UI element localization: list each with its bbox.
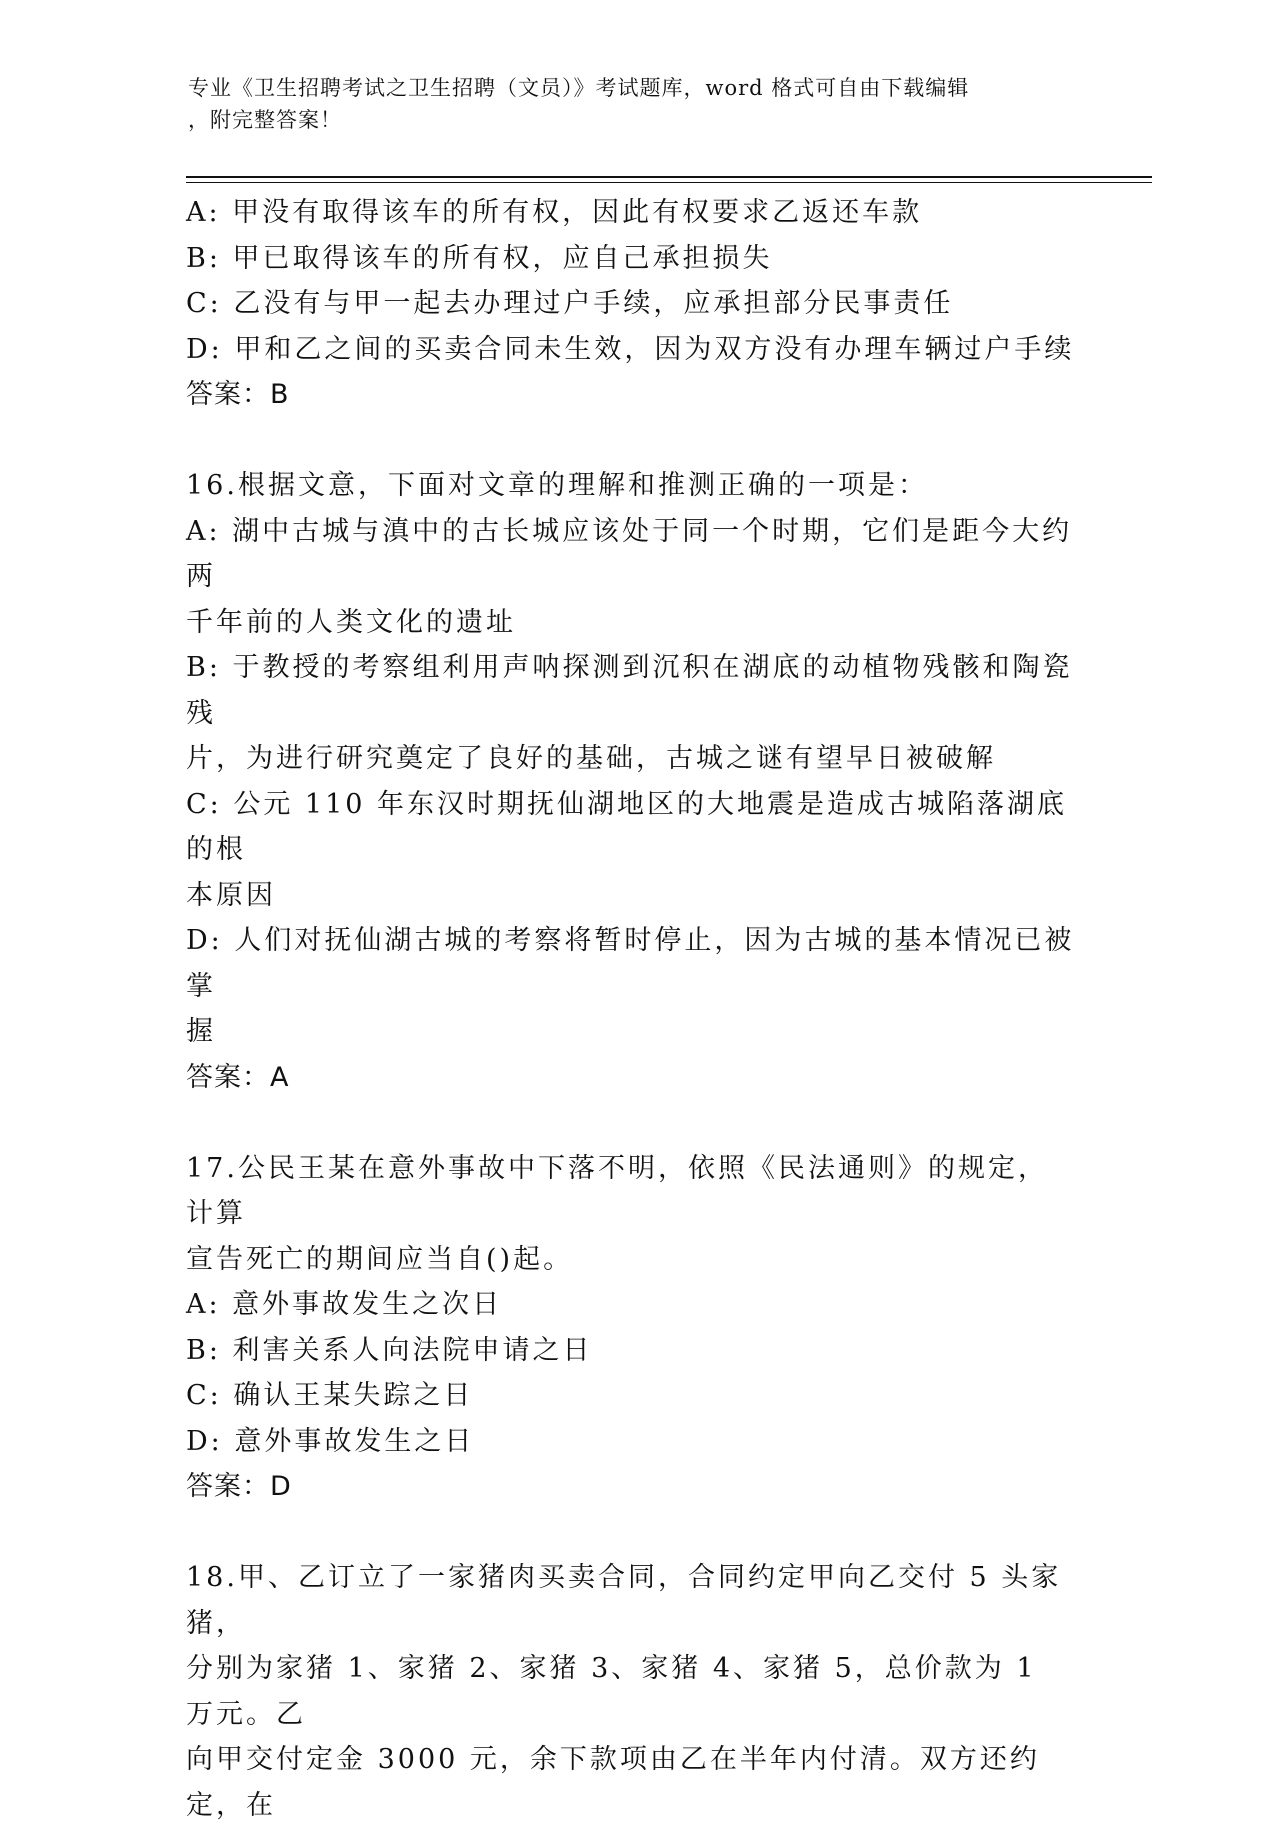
- header-rule-thin: [186, 182, 1152, 183]
- option-d: D: 甲和乙之间的买卖合同未生效，因为双方没有办理车辆过户手续: [186, 333, 1075, 365]
- question-17: [186, 1146, 1076, 1510]
- option-a-line-1: A: 湖中古城与滇中的古长城应该处于同一个时期，它们是距今大约两: [186, 515, 1073, 592]
- question-stem-line-3: 向甲交付定金 3000 元，余下款项由乙在半年内付清。双方还约定，在: [186, 1744, 1040, 1821]
- question-18: [186, 1555, 1076, 1828]
- question-stem: 16.根据文意，下面对文章的理解和推测正确的一项是：: [186, 470, 928, 501]
- question-content: [186, 190, 1076, 1828]
- question-stem-line-1: 18.甲、乙订立了一家猪肉买卖合同，合同约定甲向乙交付 5 头家猪，: [186, 1562, 1062, 1639]
- answer-line: 答案：A: [186, 1061, 290, 1093]
- option-c: C: 确认王某失踪之日: [186, 1380, 474, 1411]
- header-line-1: 专业《卫生招聘考试之卫生招聘（文员）》考试题库，word 格式可自由下载编辑: [188, 76, 970, 100]
- page-header: [188, 72, 1068, 136]
- question-stem-line-2: 宣告死亡的期间应当自()起。: [186, 1243, 574, 1275]
- option-b: B: 利害关系人向法院申请之日: [186, 1334, 593, 1366]
- spacer: [186, 418, 1076, 464]
- question-stem-line-2: 分别为家猪 1、家猪 2、家猪 3、家猪 4、家猪 5，总价款为 1 万元。乙: [186, 1653, 1037, 1730]
- option-b-line-2: 片，为进行研究奠定了良好的基础，古城之谜有望早日被破解: [186, 743, 996, 774]
- answer-line: 答案：B: [186, 379, 290, 410]
- spacer: [186, 1510, 1076, 1556]
- question-15: [186, 190, 1076, 418]
- option-a: A: 甲没有取得该车的所有权，因此有权要求乙返还车款: [186, 197, 923, 228]
- header-rule-thick: [186, 176, 1152, 178]
- spacer: [186, 1100, 1076, 1146]
- question-stem-line-1: 17.公民王某在意外事故中下落不明，依照《民法通则》的规定，计算: [186, 1152, 1048, 1229]
- header-line-2: ，附完整答案！: [188, 108, 342, 132]
- option-a-line-2: 千年前的人类文化的遗址: [186, 606, 516, 638]
- option-c: C: 乙没有与甲一起去办理过户手续，应承担部分民事责任: [186, 288, 954, 319]
- question-16: [186, 463, 1076, 1100]
- answer-line: 答案：D: [186, 1471, 292, 1502]
- option-b-line-1: B: 于教授的考察组利用声呐探测到沉积在湖底的动植物残骸和陶瓷残: [186, 652, 1073, 729]
- option-a: A: 意外事故发生之次日: [186, 1289, 503, 1320]
- option-c-line-2: 本原因: [186, 879, 276, 911]
- option-d: D: 意外事故发生之日: [186, 1425, 475, 1457]
- option-d-line-1: D: 人们对抚仙湖古城的考察将暂时停止，因为古城的基本情况已被掌: [186, 925, 1075, 1002]
- option-d-line-2: 握: [186, 1016, 216, 1047]
- option-b: B: 甲已取得该车的所有权，应自己承担损失: [186, 242, 773, 274]
- option-c-line-1: C: 公元 110 年东汉时期抚仙湖地区的大地震是造成古城陷落湖底的根: [186, 788, 1068, 865]
